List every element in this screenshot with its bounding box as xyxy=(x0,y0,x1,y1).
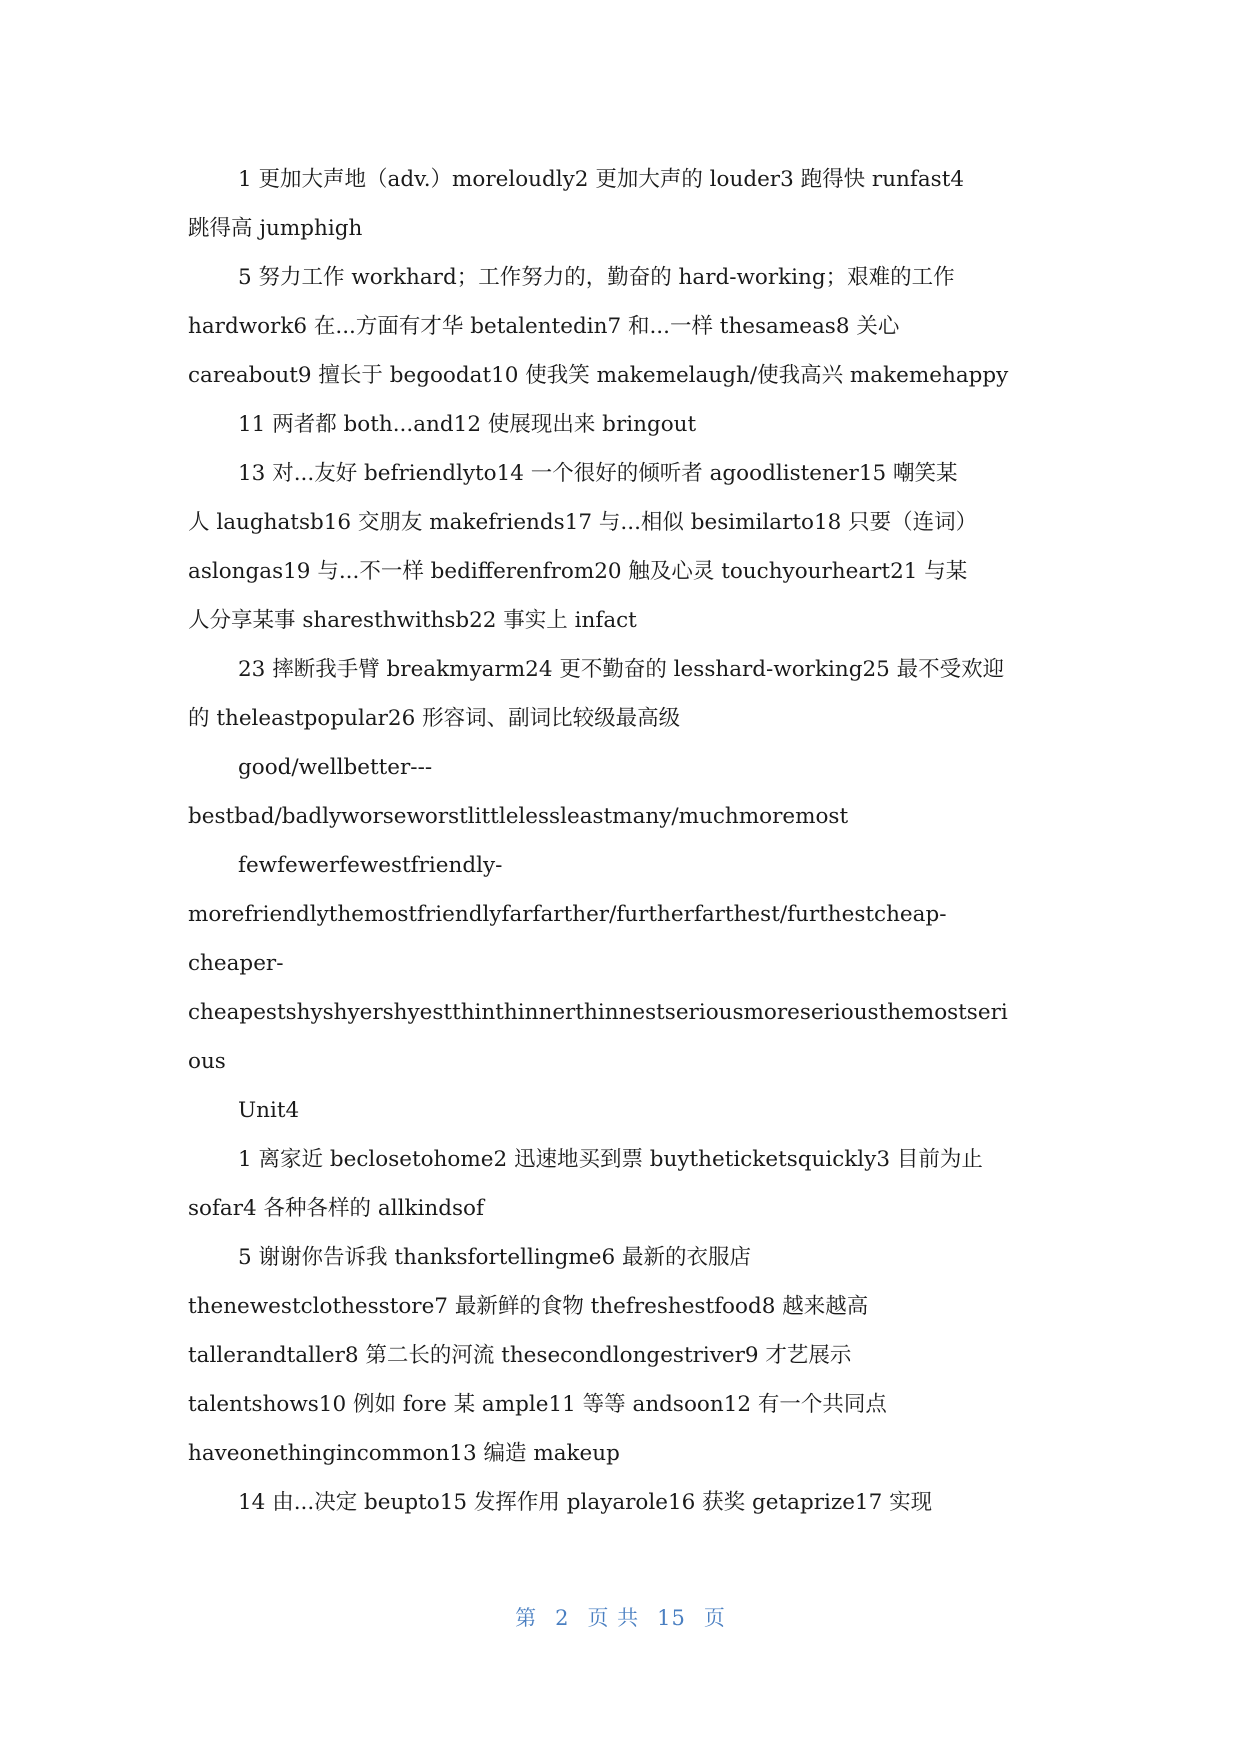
footer-suffix: 页 xyxy=(703,1606,726,1630)
text-line: aslongas19 与...不一样 bedifferenfrom20 触及心灵 touchyourheart21 与某 xyxy=(188,559,968,584)
text-line: 跳得高 jumphigh xyxy=(188,216,363,241)
text-line: 1 离家近 beclosetohome2 迅速地买到票 buytheticketsquickly3 目前为止 xyxy=(238,1147,983,1172)
text-line: 23 摔断我手臂 breakmyarm24 更不勤奋的 lesshard-working25 最不受欢迎 xyxy=(238,657,1005,682)
text-line: cheaper- xyxy=(188,951,284,976)
text-line: 的 theleastpopular26 形容词、副词比较级最高级 xyxy=(188,706,681,731)
text-line: thenewestclothesstore7 最新鲜的食物 thefreshestfood8 越来越高 xyxy=(188,1294,869,1319)
text-line: careabout9 擅长于 begoodat10 使我笑 makemelaugh/使我高兴 makemehappy xyxy=(188,363,1009,388)
text-line: good/wellbetter--- xyxy=(238,755,433,780)
text-line: Unit4 xyxy=(238,1098,300,1123)
text-line: 11 两者都 both...and12 使展现出来 bringout xyxy=(238,412,697,437)
text-line: fewfewerfewestfriendly- xyxy=(238,853,503,878)
text-line: 5 谢谢你告诉我 thanksfortellingme6 最新的衣服店 xyxy=(238,1245,751,1270)
footer-middle: 页 共 xyxy=(587,1606,640,1630)
text-line: sofar4 各种各样的 allkindsof xyxy=(188,1196,484,1221)
text-line: hardwork6 在...方面有才华 betalentedin7 和...一样 thesameas8 关心 xyxy=(188,314,900,339)
footer-prefix: 第 xyxy=(515,1606,538,1630)
text-line: 13 对...友好 befriendlyto14 一个很好的倾听者 agoodlistener15 嘲笑某 xyxy=(238,461,958,486)
text-line: ous xyxy=(188,1049,226,1074)
text-line: talentshows10 例如 fore 某 ample11 等等 andsoon12 有一个共同点 xyxy=(188,1392,887,1417)
footer-page-number: 2 xyxy=(555,1606,570,1630)
text-line: cheapestshyshyershyestthinthinnerthinnestseriousmoreseriousthemostseri xyxy=(188,1000,1008,1025)
text-line: 1 更加大声地（adv.）moreloudly2 更加大声的 louder3 跑得快 runfast4 xyxy=(238,167,965,192)
footer-total-pages: 15 xyxy=(657,1606,686,1630)
text-line: 人分享某事 sharesthwithsb22 事实上 infact xyxy=(188,608,637,633)
text-line: morefriendlythemostfriendlyfarfarther/furtherfarthest/furthestcheap- xyxy=(188,902,947,927)
text-line: 人 laughatsb16 交朋友 makefriends17 与...相似 besimilarto18 只要（连词） xyxy=(188,510,978,535)
text-line: bestbad/badlyworseworstlittlelessleastmany/muchmoremost xyxy=(188,804,849,829)
text-line: tallerandtaller8 第二长的河流 thesecondlongestriver9 才艺展示 xyxy=(188,1343,852,1368)
text-line: 14 由...决定 beupto15 发挥作用 playarole16 获奖 getaprize17 实现 xyxy=(238,1490,933,1515)
document-body xyxy=(188,155,1056,1527)
page-footer xyxy=(0,1602,1241,1632)
text-line: 5 努力工作 workhard；工作努力的，勤奋的 hard-working；艰难的工作 xyxy=(238,265,955,290)
text-line: haveonethingincommon13 编造 makeup xyxy=(188,1441,620,1466)
